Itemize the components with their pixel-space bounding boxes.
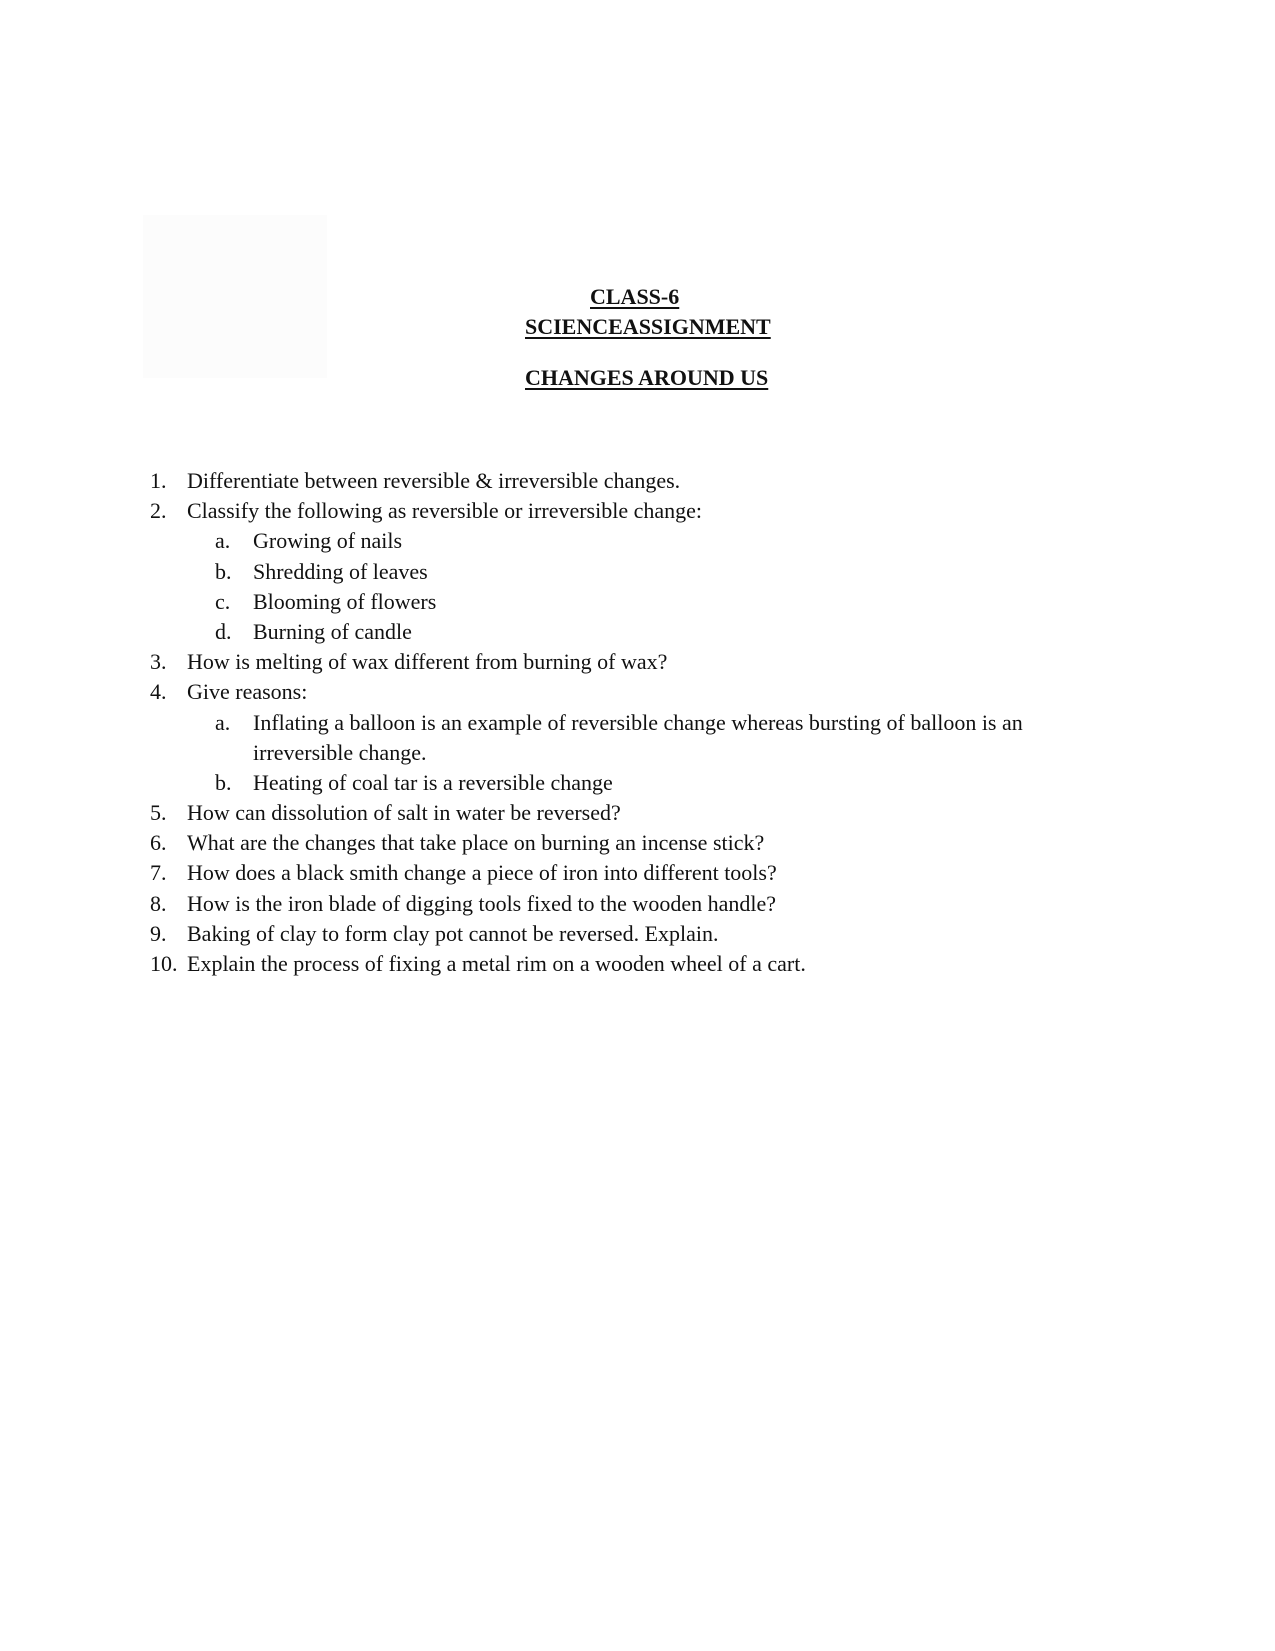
question-4a — [0, 708, 1275, 738]
question-text: Differentiate between reversible & irreversible changes. — [187, 468, 681, 493]
question-number: 8. — [150, 890, 167, 916]
question-1 — [0, 466, 1275, 496]
question-text: How can dissolution of salt in water be reversed? — [187, 800, 621, 826]
question-4a-continuation — [0, 738, 1275, 768]
sub-question-letter: d. — [215, 618, 232, 644]
question-4 — [0, 677, 1275, 707]
sub-question-letter: c. — [215, 588, 231, 614]
question-text: Explain the process of fixing a metal rim on a wooden wheel of a cart. — [187, 951, 806, 976]
sub-question-text: Heating of coal tar is a reversible change — [253, 769, 613, 795]
question-number: 4. — [150, 679, 167, 705]
question-2d — [0, 617, 1275, 647]
sub-question-letter: b. — [215, 558, 232, 584]
question-text: Classify the following as reversible or irreversible change: — [187, 498, 703, 524]
question-5 — [0, 798, 1275, 828]
logo-placeholder — [143, 215, 327, 378]
sub-question-letter: b. — [215, 769, 232, 795]
topic-title: CHANGES AROUND US — [525, 365, 769, 390]
question-2b — [0, 557, 1275, 587]
sub-question-text: Shredding of leaves — [253, 558, 428, 584]
question-2 — [0, 496, 1275, 526]
sub-question-letter: a. — [215, 709, 231, 735]
question-7 — [0, 858, 1275, 888]
question-number: 6. — [150, 830, 167, 856]
question-number: 10. — [150, 951, 178, 976]
question-number: 5. — [150, 800, 167, 826]
class-title: CLASS-6 — [590, 284, 680, 309]
question-text: What are the changes that take place on burning an incense stick? — [187, 830, 765, 856]
question-text: Give reasons: — [187, 679, 308, 705]
question-6 — [0, 828, 1275, 858]
question-text: How is melting of wax different from burning of wax? — [187, 649, 668, 675]
question-number: 7. — [150, 860, 167, 886]
question-number: 2. — [150, 498, 167, 524]
question-3 — [0, 647, 1275, 677]
question-text: Baking of clay to form clay pot cannot be reversed. Explain. — [187, 920, 719, 946]
question-number: 3. — [150, 649, 167, 675]
sub-question-text: Burning of candle — [253, 618, 412, 644]
question-number: 9. — [150, 920, 167, 946]
question-10 — [0, 949, 1275, 979]
question-9 — [0, 919, 1275, 949]
question-4b — [0, 768, 1275, 798]
sub-question-text: Blooming of flowers — [253, 588, 437, 614]
question-2c — [0, 587, 1275, 617]
sub-question-text: Inflating a balloon is an example of reversible change whereas bursting of balloon is an — [253, 709, 1023, 735]
question-text: How does a black smith change a piece of iron into different tools? — [187, 860, 777, 886]
sub-question-text-continuation: irreversible change. — [253, 739, 427, 765]
question-list — [0, 466, 1275, 979]
assignment-title: SCIENCEASSIGNMENT — [525, 314, 771, 339]
sub-question-letter: a. — [215, 528, 231, 554]
question-8 — [0, 889, 1275, 919]
question-text: How is the iron blade of digging tools fixed to the wooden handle? — [187, 890, 776, 916]
question-number: 1. — [150, 468, 167, 493]
sub-question-text: Growing of nails — [253, 528, 403, 554]
question-2a — [0, 526, 1275, 556]
